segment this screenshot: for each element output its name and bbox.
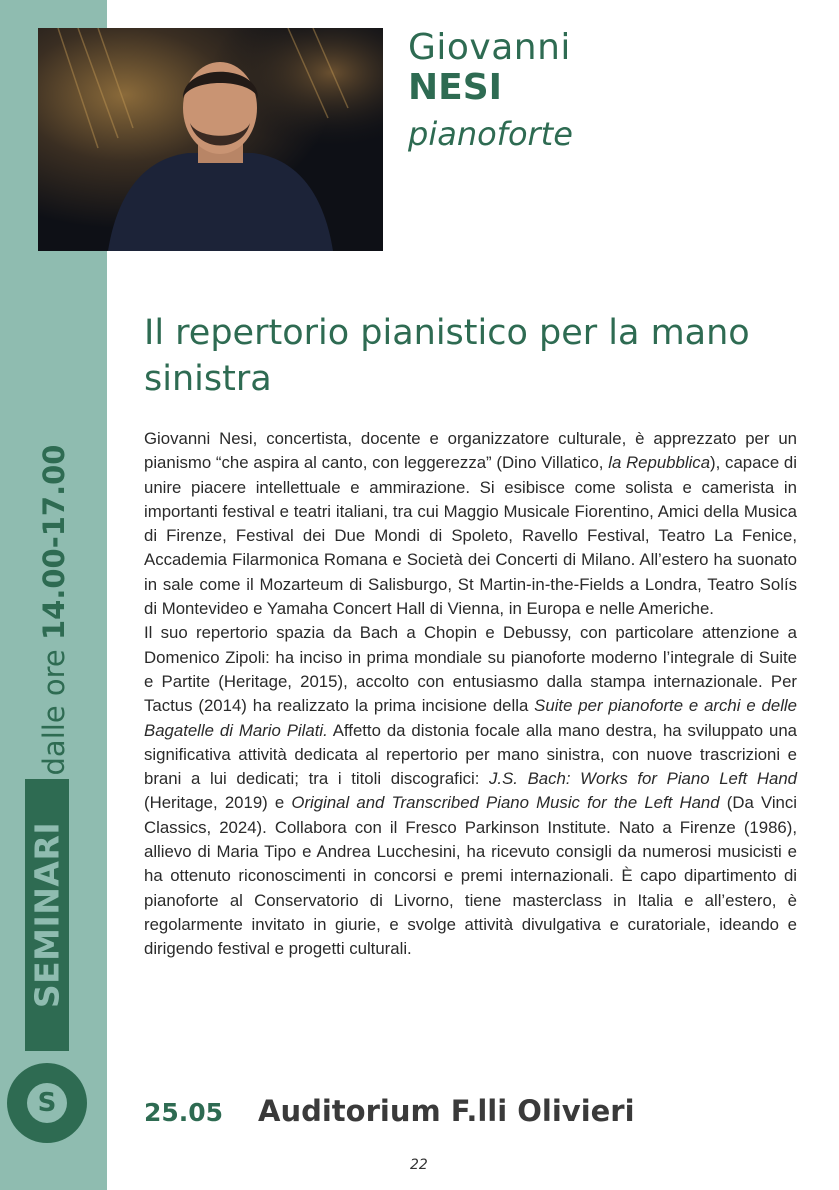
bio-text bbox=[144, 427, 797, 962]
bio-p1-a: Giovanni Nesi, concertista, docente e organizzatore culturale, è apprezzato per un pianismo “che aspira al canto, con leggerezza” (Dino Villatico, bbox=[144, 429, 797, 473]
bio-p2-c: Affetto da distonia focale alla mano destra, ha sviluppato una significativa attività dedicata al repertorio per mano sinistra, con nuove trascrizioni e brani a lui dedicati; tra i titoli discografici: bbox=[144, 720, 797, 789]
performer-instrument: pianoforte bbox=[408, 115, 573, 153]
time-range: 14.00-17.00 bbox=[37, 444, 71, 641]
time-prefix: dalle ore bbox=[37, 649, 71, 776]
performer-name-block bbox=[408, 28, 573, 160]
category-label: SEMINARI bbox=[27, 821, 67, 1009]
bio-paragraph-2 bbox=[144, 621, 797, 961]
category-badge-letter: S bbox=[27, 1083, 67, 1123]
event-date: 25.05 bbox=[144, 1098, 224, 1127]
bio-p2-g: (Da Vinci Classics, 2024). Collabora con il Fresco Parkinson Institute. Nato a Firenze (1986), allievo di Maria Tipo e Andrea Lucchesini, ha ricevuto consigli da numerosi musicisti e ha ottenuto riconoscimenti in concorsi e premi internazionali. È capo dipartimento di pianoforte al Conservatorio di Livorno, tiene masterclass in Italia e all’estero, è regolarmente invitato in giurie, e svolge attività divulgativa e curatoriale, ideando e dirigendo festival e progetti culturali. bbox=[144, 793, 798, 959]
event-venue: Auditorium F.lli Olivieri bbox=[258, 1094, 635, 1128]
performer-photo bbox=[38, 28, 383, 251]
performer-last-name: NESI bbox=[408, 67, 503, 108]
bio-p2-e: (Heritage, 2019) e bbox=[144, 793, 292, 813]
time-label bbox=[37, 445, 71, 776]
bio-p2-d: J.S. Bach: Works for Piano Left Hand bbox=[489, 769, 797, 789]
bio-p2-b: Suite per pianoforte e archi e delle Bagatelle di Mario Pilati. bbox=[144, 696, 797, 740]
category-badge bbox=[7, 1063, 87, 1143]
bio-paragraph-1 bbox=[144, 427, 797, 621]
bio-p1-b: la Repubblica bbox=[608, 453, 711, 473]
bio-p2-a: Il suo repertorio spazia da Bach a Chopin e Debussy, con particolare attenzione a Domenico Zipoli: ha inciso in prima mondiale su pianoforte moderno l’integrale di Suite e Partite (Heritage, 2015), accolto con entusiasmo dalla stampa internazionale. Per Tactus (2014) ha realizzato la prima incisione della bbox=[144, 623, 797, 716]
bio-p2-f: Original and Transcribed Piano Music for the Left Hand bbox=[291, 793, 720, 813]
performer-first-name: Giovanni bbox=[408, 27, 571, 68]
seminar-title: Il repertorio pianistico per la mano sinistra bbox=[144, 313, 750, 399]
page-number: 22 bbox=[410, 1157, 428, 1173]
bio-p1-c: ), capace di unire piacere intellettuale e ammirazione. Si esibisce come solista e camerista in importanti festival e teatri italiani, tra cui Maggio Musicale Fiorentino, Amici della Musica di Firenze, Festival dei Due Mondi di Spoleto, Ravello Festival, Teatro La Fenice, Accademia Filarmonica Romana e Società dei Concerti di Milano. All’estero ha suonato in sale come il Mozarteum di Salisburgo, St Martin-in-the-Fields a Londra, Teatro Solís di Montevideo e Yamaha Concert Hall di Vienna, in Europa e nelle Americhe. bbox=[144, 453, 797, 619]
